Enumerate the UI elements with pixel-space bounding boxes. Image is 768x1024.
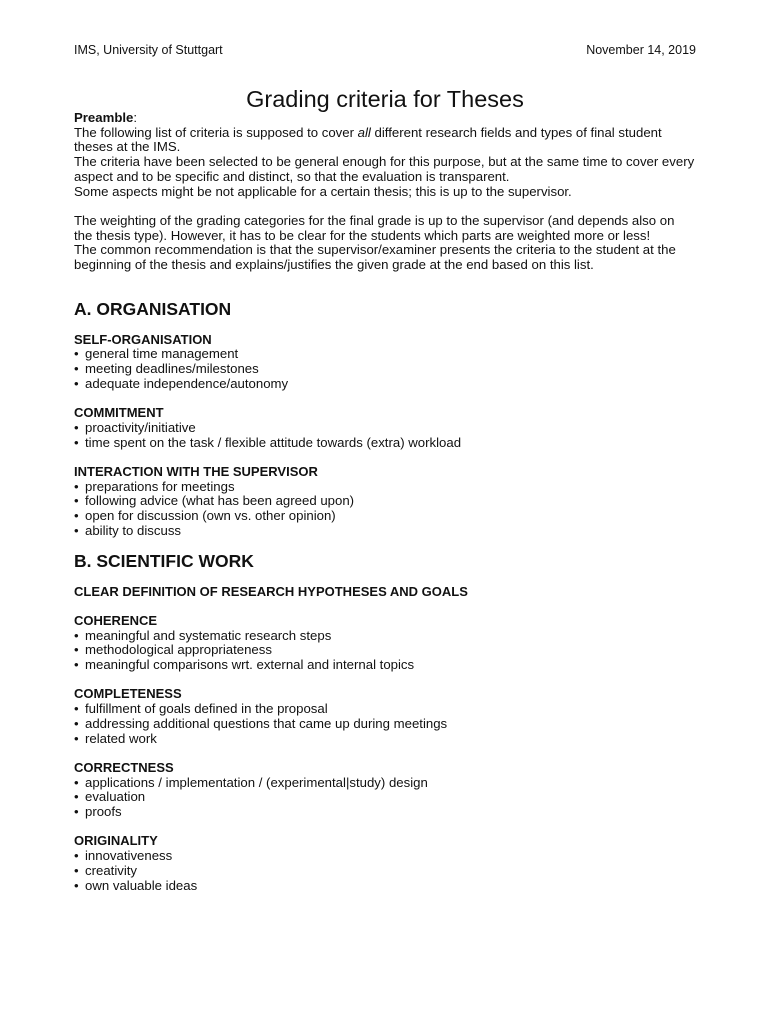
list-item: • related work bbox=[74, 732, 696, 747]
completeness-heading: COMPLETENESS bbox=[74, 686, 182, 702]
correctness-heading: CORRECTNESS bbox=[74, 759, 174, 775]
list-item: • following advice (what has been agreed upon) bbox=[74, 494, 696, 509]
commitment-list bbox=[74, 421, 696, 450]
preamble-paragraph-1 bbox=[74, 126, 696, 155]
list-item: • ability to discuss bbox=[74, 524, 696, 539]
list-item: • preparations for meetings bbox=[74, 480, 696, 495]
list-item: • own valuable ideas bbox=[74, 879, 696, 894]
list-item: • methodological appropriateness bbox=[74, 643, 696, 658]
clear-definition-heading: CLEAR DEFINITION OF RESEARCH HYPOTHESES AND GOALS bbox=[74, 583, 468, 599]
preamble-p1-emphasis: all bbox=[357, 124, 371, 140]
list-item: • evaluation bbox=[74, 790, 696, 805]
coherence-heading: COHERENCE bbox=[74, 612, 158, 628]
coherence-list bbox=[74, 629, 696, 673]
list-item: • creativity bbox=[74, 864, 696, 879]
interaction-heading: INTERACTION WITH THE SUPERVISOR bbox=[74, 464, 318, 480]
document-body bbox=[74, 111, 696, 893]
originality-list bbox=[74, 849, 696, 893]
preamble-colon: : bbox=[133, 110, 138, 125]
preamble-paragraph-4: The weighting of the grading categories for the final grade is up to the supervisor (and depends also on the thesis type). However, it has to be clear for the students which parts are weighted more or less! bbox=[74, 212, 675, 243]
list-item: • proactivity/initiative bbox=[74, 421, 696, 436]
completeness-list bbox=[74, 702, 696, 746]
institution-label: IMS, University of Stuttgart bbox=[74, 43, 223, 57]
preamble-paragraph-2: The criteria have been selected to be general enough for this purpose, but at the same time to cover every aspect and to be specific and distinct, so that the evaluation is transparent. bbox=[74, 154, 695, 184]
document-title: Grading criteria for Theses bbox=[246, 85, 524, 112]
preamble-heading bbox=[74, 111, 696, 126]
document-date: November 14, 2019 bbox=[586, 43, 696, 57]
list-item: • fulfillment of goals defined in the proposal bbox=[74, 702, 696, 717]
preamble-paragraph-3: Some aspects might be not applicable for a certain thesis; this is up to the supervisor. bbox=[74, 183, 572, 199]
list-item: • addressing additional questions that came up during meetings bbox=[74, 717, 696, 732]
section-a-heading: A. ORGANISATION bbox=[74, 298, 232, 319]
interaction-list bbox=[74, 480, 696, 539]
list-item: • adequate independence/autonomy bbox=[74, 377, 696, 392]
preamble-label: Preamble bbox=[74, 110, 134, 125]
list-item: • open for discussion (own vs. other opinion) bbox=[74, 509, 696, 524]
self-organisation-heading: SELF-ORGANISATION bbox=[74, 331, 212, 347]
list-item: • innovativeness bbox=[74, 849, 696, 864]
commitment-heading: COMMITMENT bbox=[74, 405, 164, 421]
originality-heading: ORIGINALITY bbox=[74, 833, 158, 849]
preamble-p1-text: The following list of criteria is supposed to cover bbox=[74, 124, 358, 140]
list-item: • meeting deadlines/milestones bbox=[74, 362, 696, 377]
list-item: • meaningful comparisons wrt. external and internal topics bbox=[74, 658, 696, 673]
list-item: • applications / implementation / (experimental|study) design bbox=[74, 776, 696, 791]
list-item: • meaningful and systematic research steps bbox=[74, 629, 696, 644]
list-item: • time spent on the task / flexible attitude towards (extra) workload bbox=[74, 436, 696, 451]
section-b-heading: B. SCIENTIFIC WORK bbox=[74, 550, 254, 571]
list-item: • general time management bbox=[74, 347, 696, 362]
self-organisation-list bbox=[74, 347, 696, 391]
correctness-list bbox=[74, 776, 696, 820]
preamble-p1-text-end: different research fields and types of final student theses at the IMS. bbox=[74, 124, 662, 155]
list-item: • proofs bbox=[74, 805, 696, 820]
preamble-paragraph-5: The common recommendation is that the supervisor/examiner presents the criteria to the student at the beginning of the thesis and explains/justifies the given grade at the end based on this list. bbox=[74, 242, 676, 273]
